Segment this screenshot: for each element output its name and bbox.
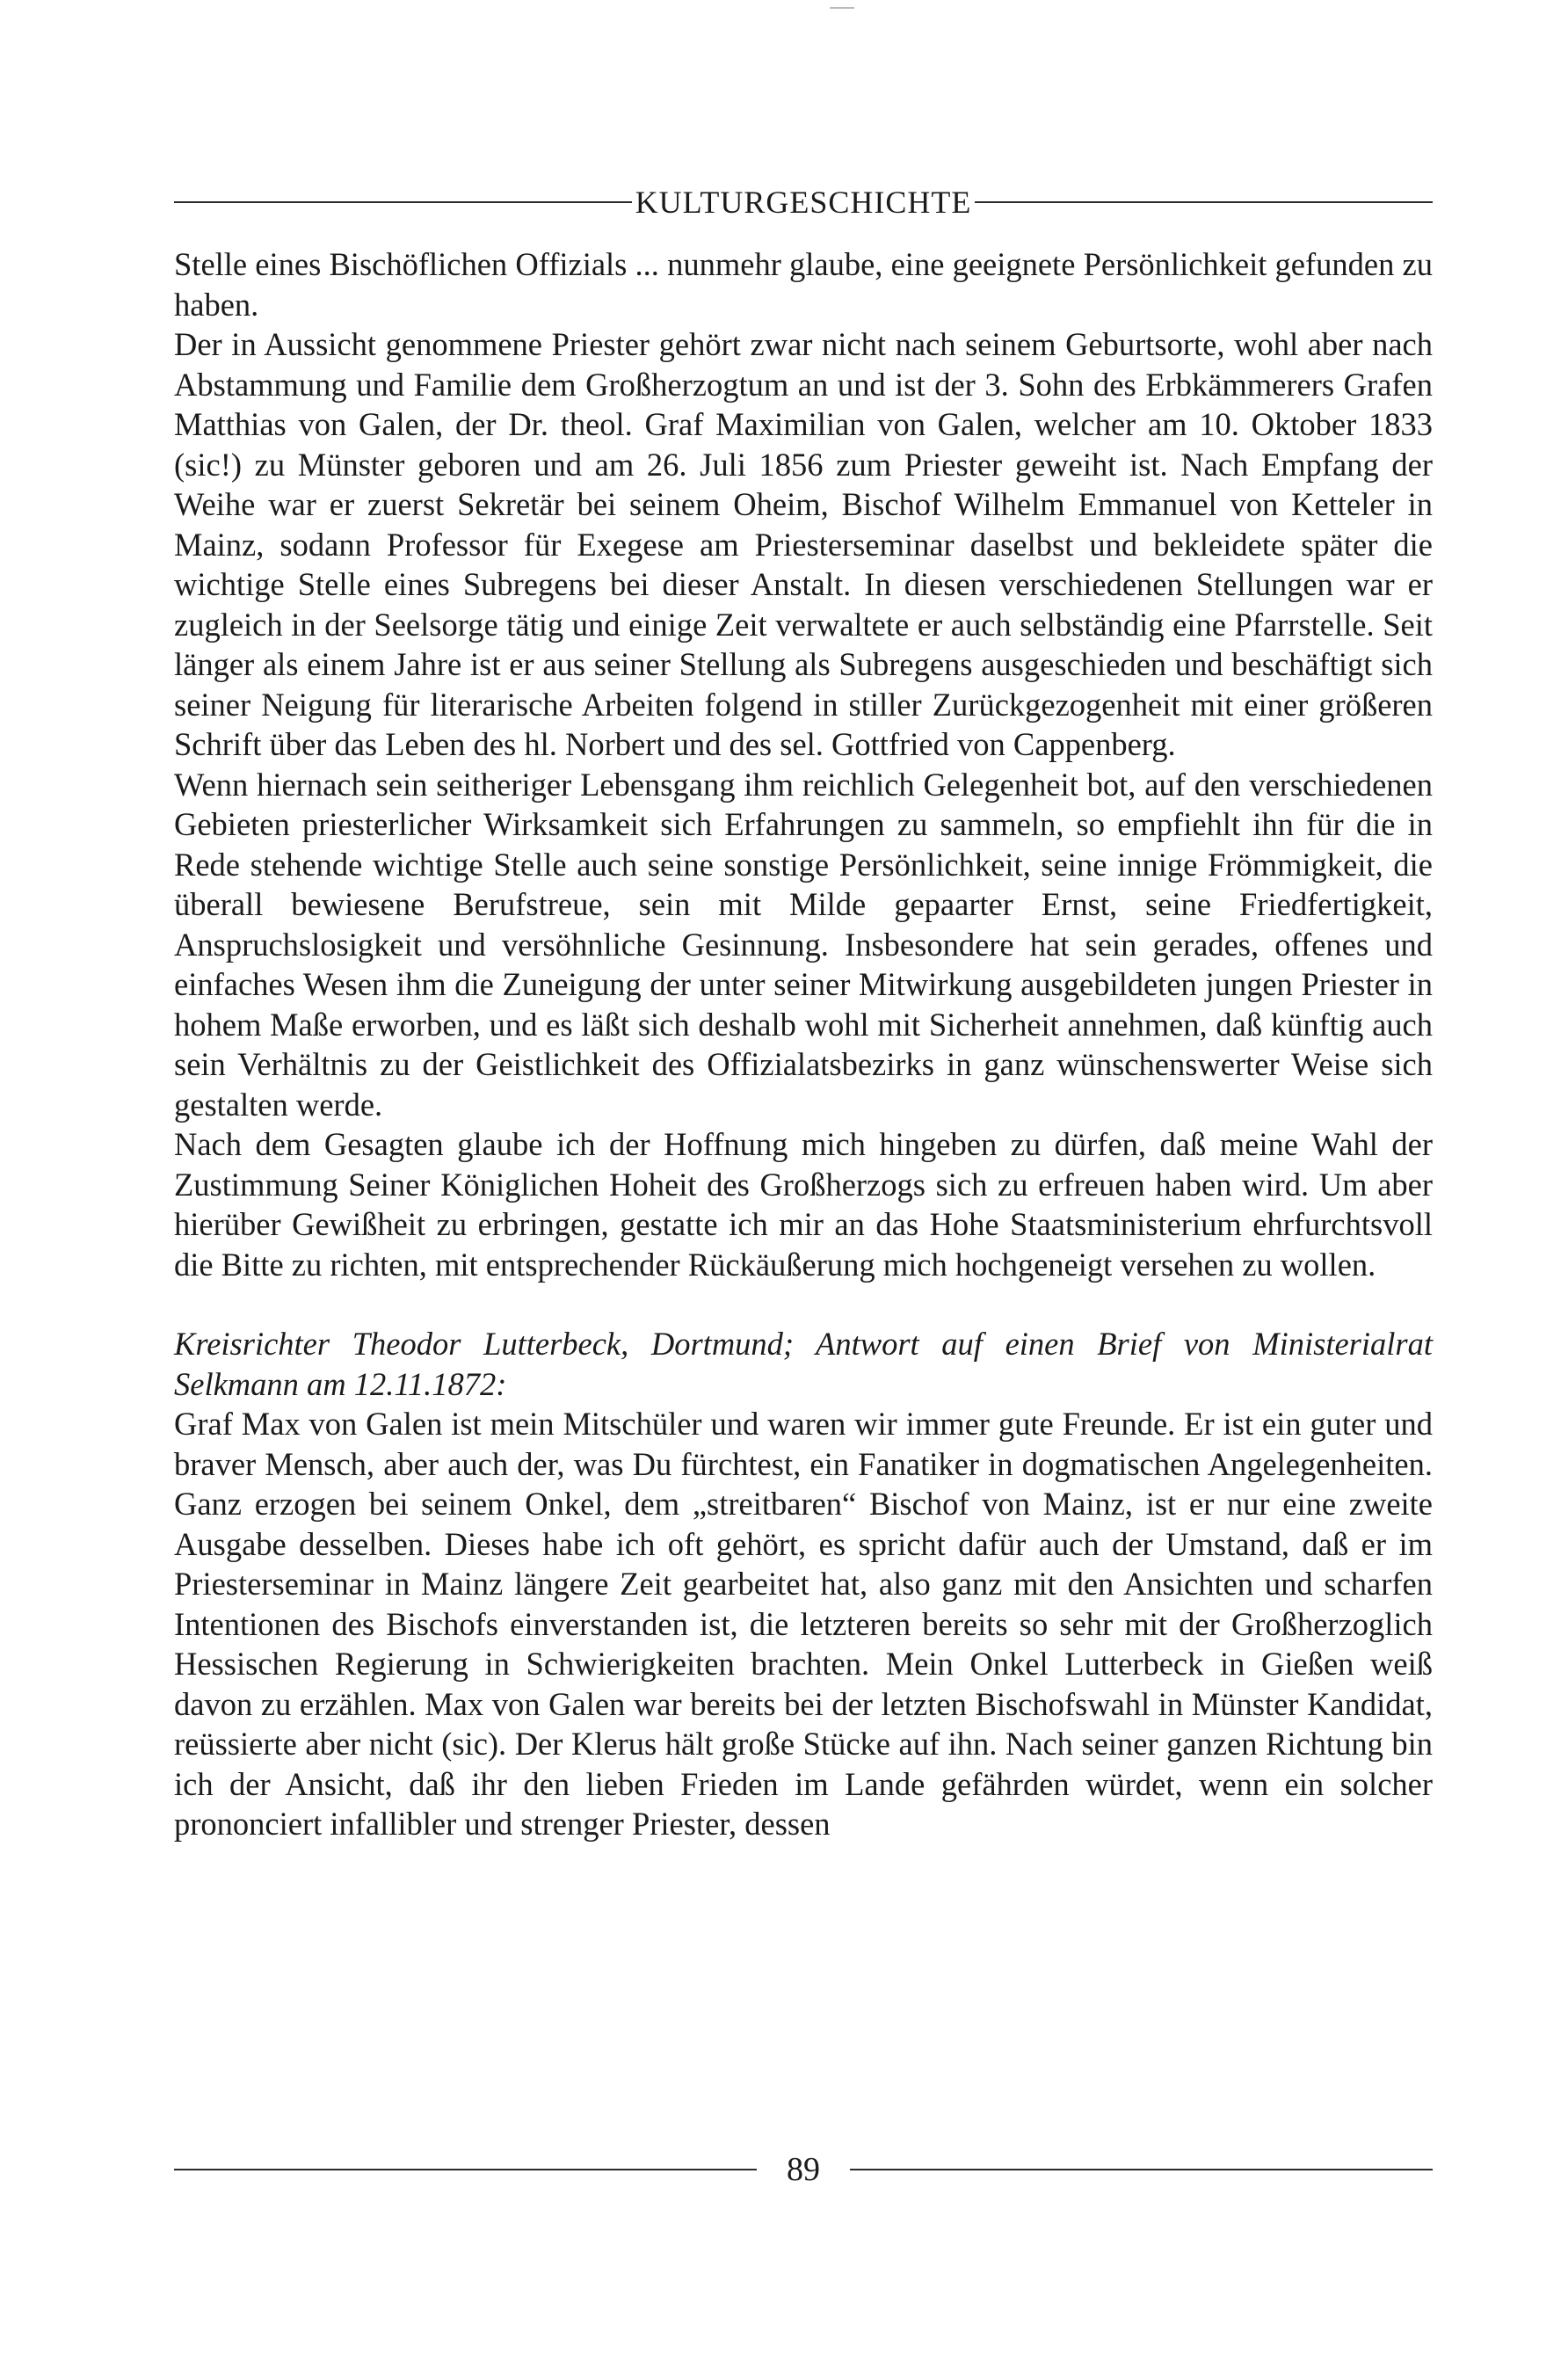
paragraph-request: Nach dem Gesagten glaube ich der Hoffnung mich hingeben zu dürfen, daß meine Wahl der Zustimmung Seiner Königlichen Hoheit des Großherzogs sich zu erfreuen haben wird. Um aber hierüber Gewißheit zu erbringen, gestatte ich mir an das Hohe Staatsministerium ehrfurchtsvoll die Bitte zu richten, mit entsprechender Rückäußerung mich hochgeneigt versehen zu wollen. bbox=[174, 1126, 1433, 1283]
book-page bbox=[174, 0, 1433, 2370]
footer-rule-left bbox=[174, 2169, 757, 2170]
header-rule-left bbox=[174, 201, 632, 203]
header-rule-right bbox=[975, 201, 1433, 203]
page-number: 89 bbox=[787, 2151, 820, 2188]
paragraph-letter: Graf Max von Galen ist mein Mitschüler und waren wir immer gute Freunde. Er ist ein guter und braver Mensch, aber auch der, was Du fürchtest, ein Fanatiker in dogmatischen Angelegenheiten. Ganz erzogen bei seinem Onkel, dem „streitbaren“ Bischof von Mainz, ist er nur eine zweite Ausgabe desselben. Dieses habe ich oft gehört, es spricht dafür auch der Umstand, daß er im Priesterseminar in Mainz längere Zeit gearbeitet hat, also ganz mit den Ansichten und scharfen Intentionen des Bischofs einverstanden ist, die letzteren bereits so sehr mit der Großherzoglich Hessischen Regierung in Schwierigkeiten brachten. Mein Onkel Lutterbeck in Gießen weiß davon zu erzählen. Max von Galen war bereits bei der letzten Bischofswahl in Münster Kandidat, reüssierte aber nicht (sic). Der Klerus hält große Stücke auf ihn. Nach seiner ganzen Richtung bin ich der Ansicht, daß ihr den lieben Frieden im Lande gefährden würdet, wenn ein solcher prononciert infallibler und strenger Priester, dessen bbox=[174, 1406, 1433, 1842]
paragraph-character: Wenn hiernach sein seitheriger Lebensgang ihm reichlich Gelegenheit bot, auf den verschiedenen Gebieten priesterlicher Wirksamkeit sich Erfahrungen zu sammeln, so empfiehlt ihn für die in Rede stehende wichtige Stelle auch seine sonstige Persönlichkeit, seine innige Frömmigkeit, die überall bewiesene Berufstreue, sein mit Milde gepaarter Ernst, seine Friedfertigkeit, Anspruchslosigkeit und versöhnliche Gesinnung. Insbesondere hat sein gerades, offenes und einfaches Wesen ihm die Zuneigung der unter seiner Mitwirkung ausgebildeten jungen Priester in hohem Maße erworben, und es läßt sich deshalb wohl mit Sicherheit annehmen, daß künftig auch sein Verhältnis zu der Geistlichkeit des Offizialatsbezirks in ganz wünschenswerter Weise sich gestalten werde. bbox=[174, 766, 1433, 1123]
body-text bbox=[174, 244, 1433, 1844]
running-title: KULTURGESCHICHTE bbox=[635, 185, 972, 220]
paragraph-continued: Stelle eines Bischöflichen Offizials ... nunmehr glaube, eine geeignete Persönlichkeit gefunden zu haben. bbox=[174, 246, 1433, 323]
page-footer bbox=[174, 2143, 1433, 2196]
source-heading: Kreisrichter Theodor Lutterbeck, Dortmund; Antwort auf einen Brief von Ministerialrat Selkmann am 12.11.1872: bbox=[174, 1326, 1433, 1402]
paragraph-biography: Der in Aussicht genommene Priester gehört zwar nicht nach seinem Geburtsorte, wohl aber nach Abstammung und Familie dem Großherzogtum an und ist der 3. Sohn des Erbkämmerers Grafen Matthias von Galen, der Dr. theol. Graf Maximilian von Galen, welcher am 10. Oktober 1833 (sic!) zu Münster geboren und am 26. Juli 1856 zum Priester geweiht ist. Nach Empfang der Weihe war er zuerst Sekretär bei seinem Oheim, Bischof Wilhelm Emmanuel von Ketteler in Mainz, sodann Professor für Exegese am Priesterseminar daselbst und bekleidete später die wichtige Stelle eines Subregens bei dieser Anstalt. In diesen verschiedenen Stellungen war er zugleich in der Seelsorge tätig und einige Zeit verwaltete er auch selbständig eine Pfarrstelle. Seit länger als einem Jahre ist er aus seiner Stellung als Subregens ausgeschieden und beschäftigt sich seiner Neigung für literarische Arbeiten folgend in stiller Zurückgezogenheit mit einer größeren Schrift über das Leben des hl. Norbert und des sel. Gottfried von Cappenberg. bbox=[174, 326, 1433, 762]
running-header bbox=[174, 176, 1433, 229]
footer-rule-right bbox=[850, 2169, 1433, 2170]
